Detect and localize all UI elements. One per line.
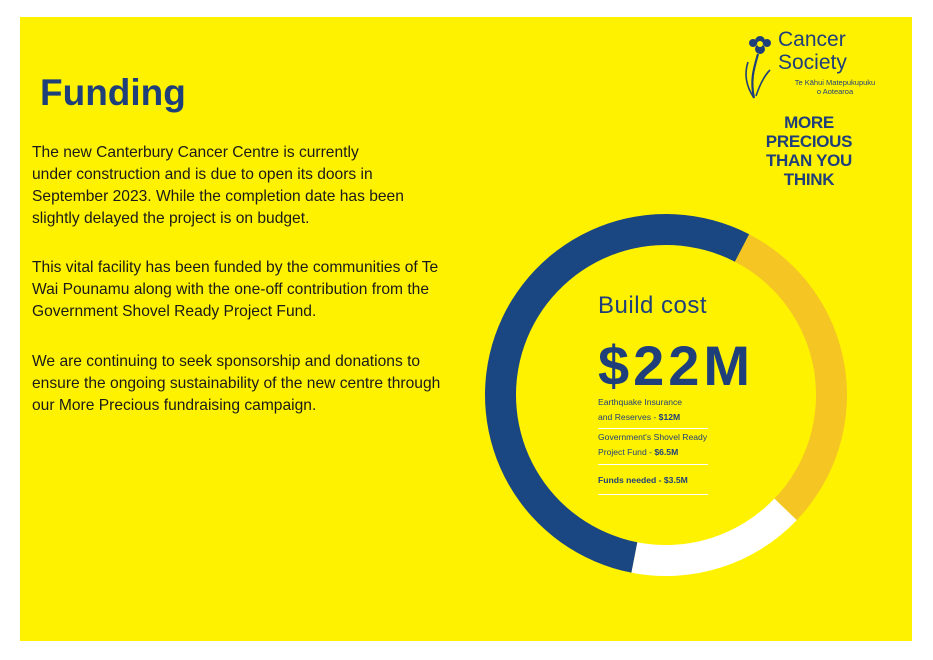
cancer-society-logo xyxy=(740,28,880,106)
logo-name: Cancer Society xyxy=(778,28,847,74)
funding-item-text: Earthquake Insurance and Reserves - xyxy=(598,397,683,422)
logo-subtitle: Te Kāhui Matepukupuku o Aotearoa xyxy=(794,78,876,96)
funding-item-amount: $12M xyxy=(658,412,681,422)
funding-item-text: Funds needed - xyxy=(598,475,664,485)
build-cost-label: Build cost xyxy=(598,292,708,319)
funding-item-needed xyxy=(598,473,708,488)
funding-item-amount: $3.5M xyxy=(663,475,688,485)
build-cost-value: $22M xyxy=(598,334,755,397)
divider xyxy=(598,464,708,465)
paragraph-construction: The new Canterbury Cancer Centre is currently under construction and is due to open its doors in September 2023. While the completion date has been slightly delayed the project is on budget. xyxy=(32,144,404,227)
funding-item-insurance xyxy=(598,395,708,425)
funding-item-text: Government's Shovel Ready Project Fund - xyxy=(598,432,708,457)
paragraph-sponsorship: We are continuing to seek sponsorship and donations to ensure the ongoing sustainability of the new centre through our More Precious fundraising campaign. xyxy=(32,353,441,414)
tagline: MORE PRECIOUS THAN YOU THINK xyxy=(765,113,853,189)
paragraph-funded-by: This vital facility has been funded by the communities of Te Wai Pounamu along with the one-off contribution from the Government Shovel Ready Project Fund. xyxy=(32,259,439,320)
daffodil-icon xyxy=(740,30,776,100)
divider xyxy=(598,494,708,495)
page-title: Funding xyxy=(40,72,186,113)
funding-item-government xyxy=(598,430,708,460)
funding-item-amount: $6.5M xyxy=(654,447,679,457)
donut-segment-needed xyxy=(631,499,796,576)
divider xyxy=(598,428,708,429)
